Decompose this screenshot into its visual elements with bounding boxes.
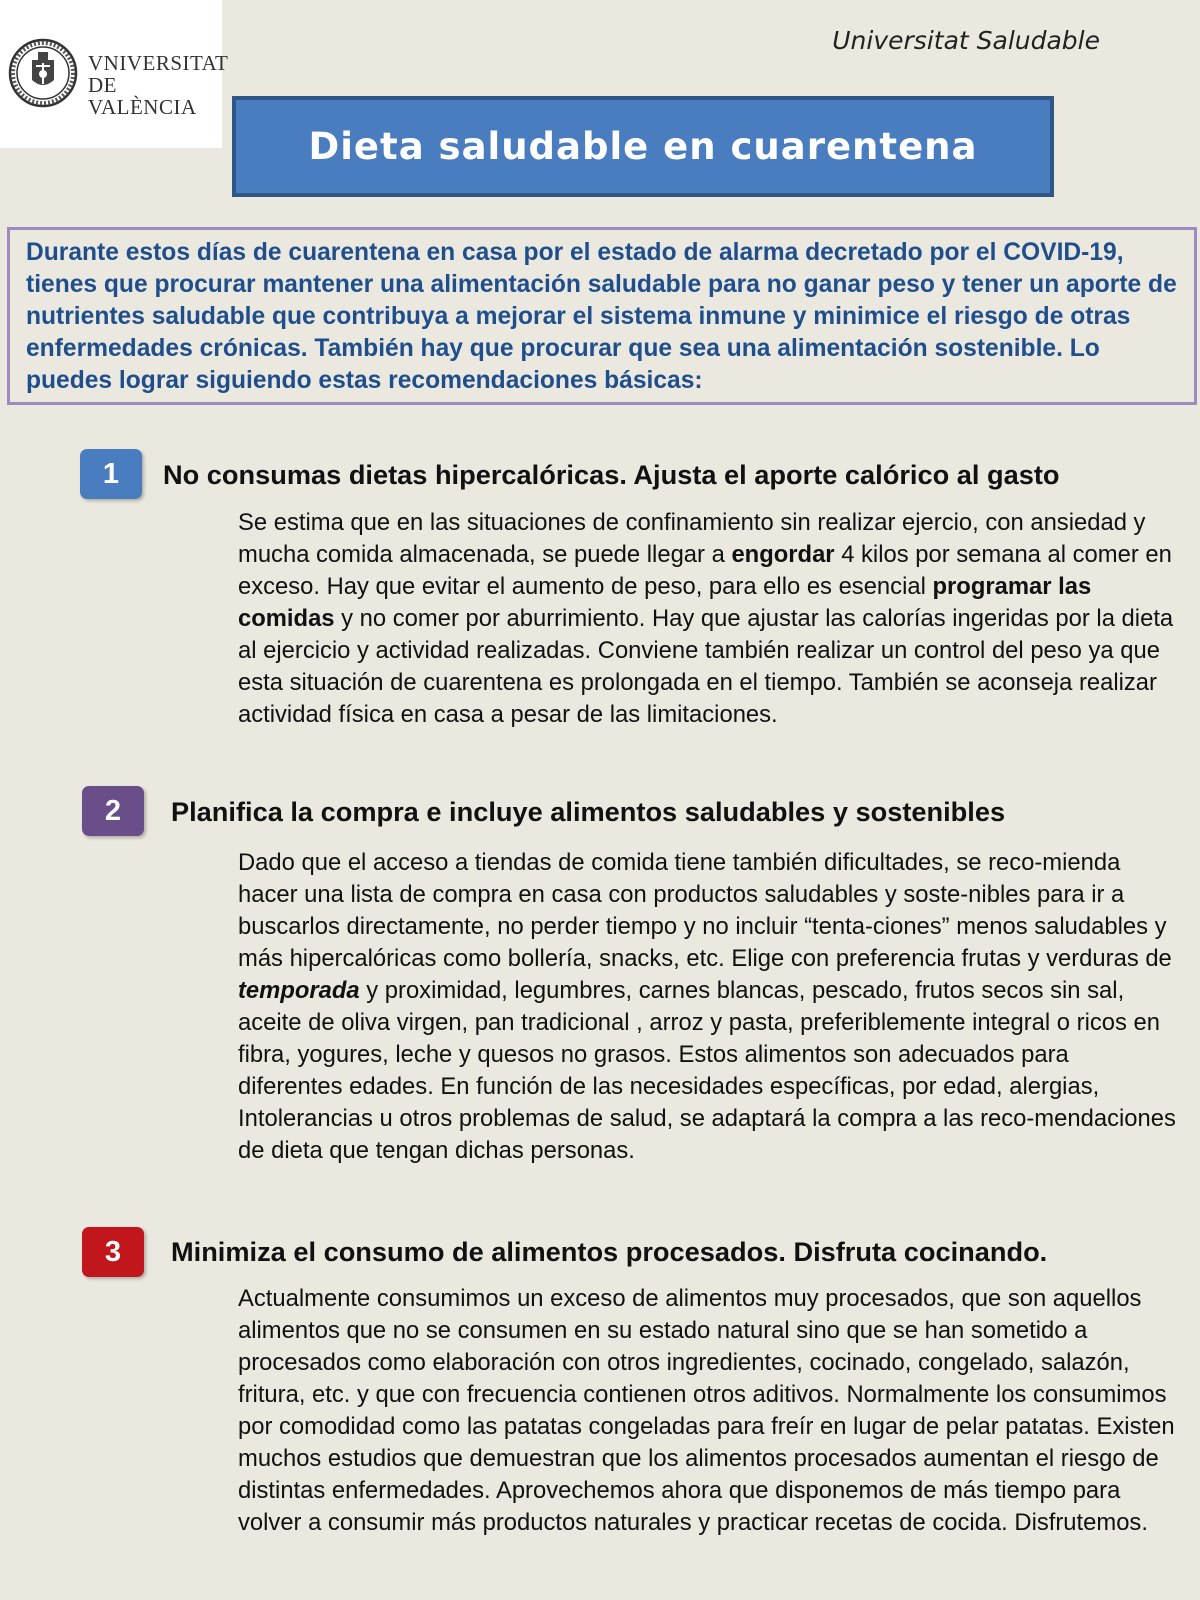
university-name-line2: DE VALÈNCIA [88,73,197,119]
section-3-heading: Minimiza el consumo de alimentos procesados. Disfruta cocinando. [171,1236,1048,1267]
section-3-number-badge: 3 [82,1227,144,1277]
section-2-body: Dado que el acceso a tiendas de comida tiene también dificultades, se reco-mienda hacer una lista de compra en casa con productos saludables y soste-nibles para ir a buscarlos directamente, no perder tiempo y no incluir “tenta-ciones” menos saludables y más hipercalóricas como bollería, snacks, etc. Elige con preferencia frutas y verduras de temporada y proximidad, legumbres, carnes blancas, pescado, frutos secos sin sal, aceite de oliva virgen, pan tradicional , arroz y pasta, preferiblemente integral o ricos en fibra, yogures, leche y quesos no grasos. Estos alimentos son adecuados para diferentes edades. En función de las necesidades específicas, por edad, alergias, Intolerancias u otros problemas de salud, se adaptará la compra a las reco-mendaciones de dieta que tengan dichas personas. [238,849,1176,1164]
title-banner [232,96,1054,197]
section-2-heading: Planifica la compra e incluye alimentos saludables y sostenibles [171,796,1006,827]
university-seal-icon [8,38,78,108]
program-tag: Universitat Saludable [832,26,1100,55]
intro-box [7,227,1197,405]
university-logo [0,0,229,148]
intro-text: Durante estos días de cuarentena en casa por el estado de alarma decretado por el COVID-19, tienes que procurar mantener una alimentación saludable para no ganar peso y tener un aporte de nutrientes saludable que contribuya a mejorar el sistema inmune y minimice el riesgo de otras enfermedades crónicas. También hay que procurar que sea una alimentación sostenible. Lo puedes lograr siguiendo estas recomendaciones básicas: [26,239,1177,394]
emphasized-text: engordar [731,541,835,568]
section-1-heading: No consumas dietas hipercalóricas. Ajusta el aporte calórico al gasto [163,459,1060,490]
section-2-number-badge: 2 [82,786,144,836]
section-3-body: Actualmente consumimos un exceso de alimentos muy procesados, que son aquellos alimentos que no se consumen en su estado natural sino que se han sometido a procesados como elaboración con otros ingredientes, cocinado, congelado, salazón, fritura, etc. y que con frecuencia contienen otros aditivos. Normalmente los consumimos por comodidad como las patatas congeladas para freír en lugar de pelar patatas. Existen muchos estudios que demuestran que los alimentos procesados aumentan el riesgo de distintas enfermedades. Aprovechemos ahora que disponemos de más tiempo para volver a consumir más productos naturales y practicar recetas de cocida. Disfrutemos. [238,1285,1175,1536]
university-wordmark [88,52,228,118]
university-name-line1: VNIVERSITAT [88,51,229,75]
page-title: Dieta saludable en cuarentena [308,125,978,168]
emphasized-text: programar las comidas [238,573,1092,632]
emphasized-text: temporada [238,977,360,1004]
section-1-number-badge: 1 [80,449,142,499]
section-1-body: Se estima que en las situaciones de confinamiento sin realizar ejercio, con ansiedad y mucha comida almacenada, se puede llegar a engordar 4 kilos por semana al comer en exceso. Hay que evitar el aumento de peso, para ello es esencial programar las comidas y no comer por aburrimiento. Hay que ajustar las calorías ingeridas por la dieta al ejercicio y actividad realizadas. Conviene también realizar un control del peso ya que esta situación de cuarentena es prolongada en el tiempo. También se aconseja realizar actividad física en casa a pesar de las limitaciones. [238,509,1174,728]
